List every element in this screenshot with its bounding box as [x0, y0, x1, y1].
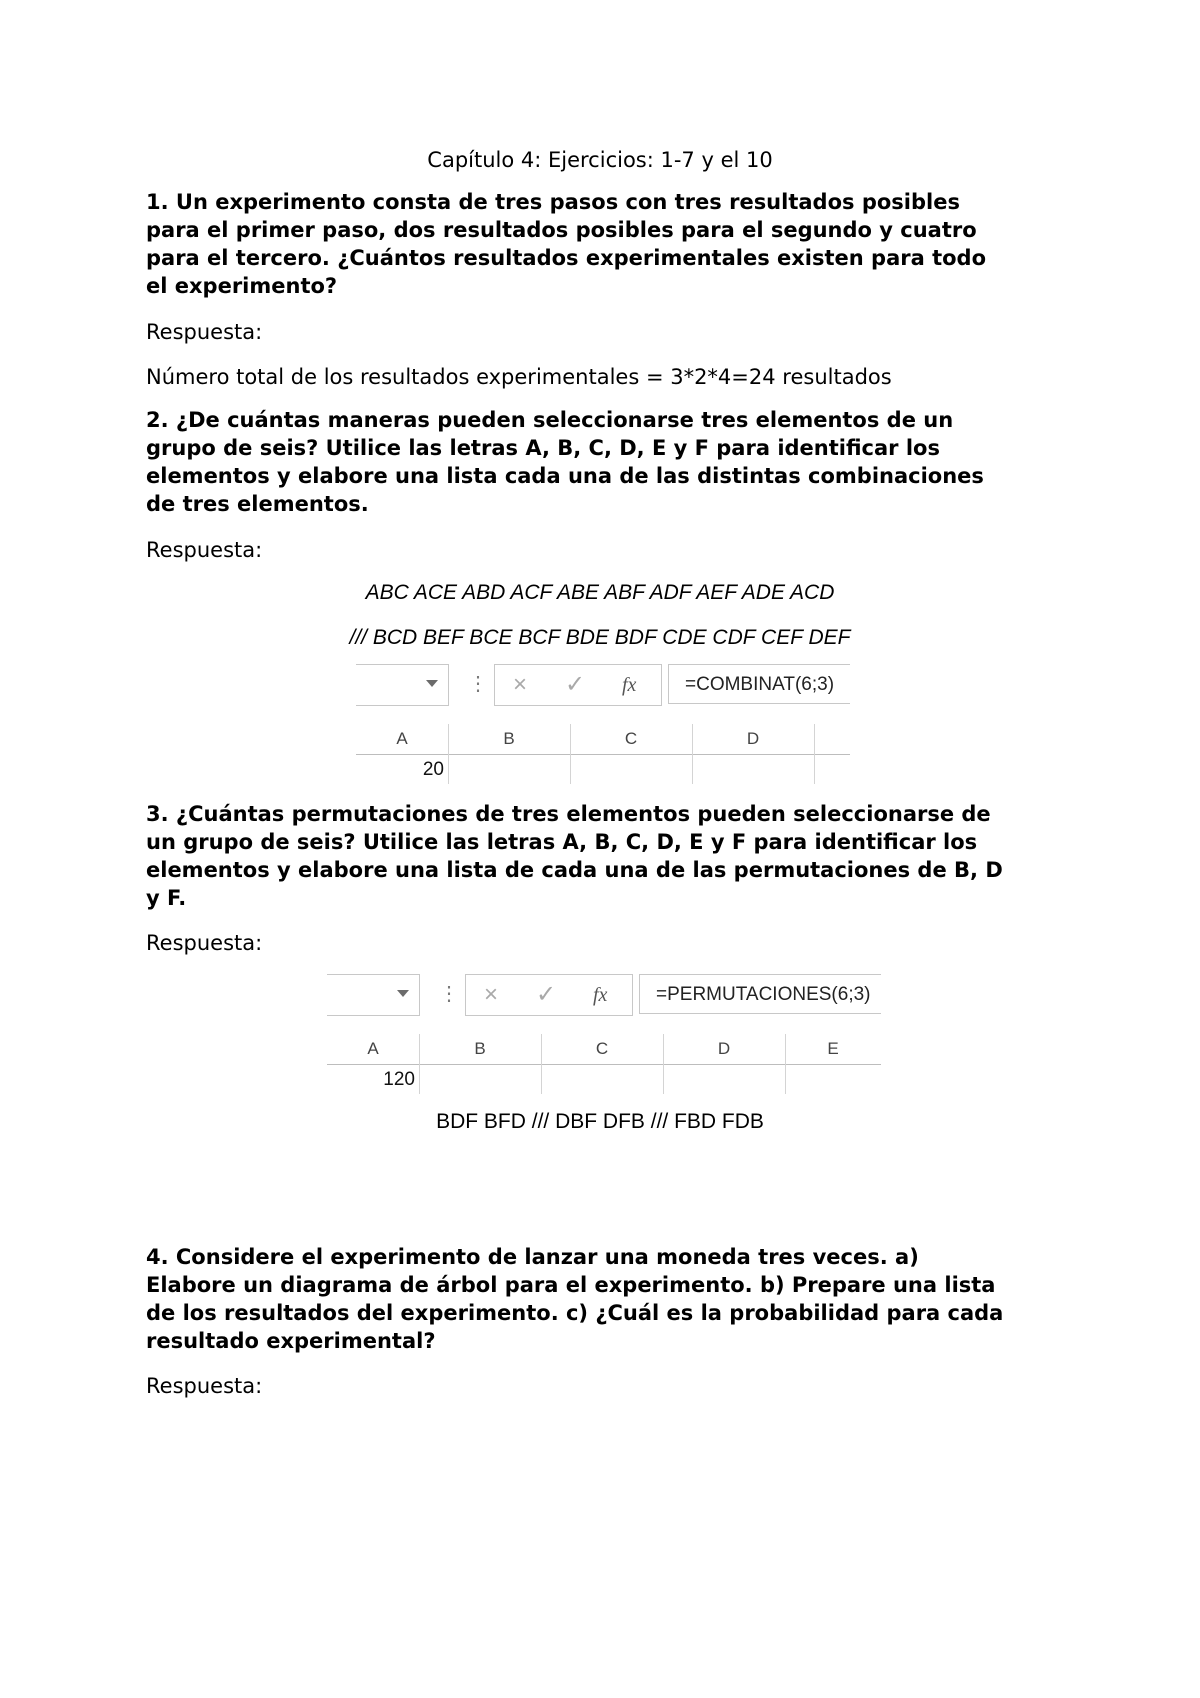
column-header-b[interactable]: B: [474, 1039, 486, 1058]
answer-label-3: Respuesta:: [146, 931, 263, 955]
more-options-icon: ⋮: [468, 673, 488, 695]
combinations-line-2: /// BCD BEF BCE BCF BDE BDF CDE CDF CEF DEF: [349, 626, 851, 649]
question-4-line: Elabore un diagrama de árbol para el experimento. b) Prepare una lista: [146, 1273, 996, 1297]
column-divider: [785, 1034, 786, 1094]
header-divider: [327, 1064, 881, 1065]
answer-label-2: Respuesta:: [146, 538, 263, 562]
enter-icon[interactable]: ✓: [536, 981, 557, 1008]
insert-function-icon[interactable]: fx: [593, 984, 608, 1006]
formula-tools: [494, 664, 662, 706]
question-4-line: de los resultados del experimento. c) ¿Cuál es la probabilidad para cada: [146, 1301, 1004, 1325]
question-1-line: el experimento?: [146, 274, 338, 298]
column-header-a[interactable]: A: [367, 1039, 379, 1058]
column-header-d[interactable]: D: [717, 1039, 731, 1058]
column-divider: [419, 1034, 420, 1094]
column-divider: [692, 724, 693, 784]
header-divider: [356, 754, 850, 755]
formula-tools: [465, 974, 633, 1016]
page-title: Capítulo 4: Ejercicios: 1-7 y el 10: [427, 148, 773, 172]
question-2-line: elementos y elabore una lista cada una de las distintas combinaciones: [146, 464, 984, 488]
column-divider: [814, 724, 815, 784]
question-2: [146, 406, 1066, 518]
question-4-line: 4. Considere el experimento de lanzar una moneda tres veces. a): [146, 1245, 919, 1269]
question-4-line: resultado experimental?: [146, 1329, 436, 1353]
question-2-line: grupo de seis? Utilice las letras A, B, C, D, E y F para identificar los: [146, 436, 940, 460]
chevron-down-icon: [397, 990, 409, 997]
answer-1: Número total de los resultados experimentales = 3*2*4=24 resultados: [146, 365, 892, 389]
question-4: [146, 1243, 1066, 1355]
cancel-icon[interactable]: ×: [484, 981, 499, 1008]
question-3-line: 3. ¿Cuántas permutaciones de tres elementos pueden seleccionarse de: [146, 802, 991, 826]
column-divider: [448, 724, 449, 784]
more-options-icon: ⋮: [439, 983, 459, 1005]
question-3: [146, 800, 1066, 912]
column-divider: [570, 724, 571, 784]
spreadsheet-permutaciones: [327, 974, 881, 1094]
question-1-line: para el tercero. ¿Cuántos resultados experimentales existen para todo: [146, 246, 987, 270]
name-box[interactable]: [356, 664, 449, 706]
question-1-line: 1. Un experimento consta de tres pasos con tres resultados posibles: [146, 190, 960, 214]
column-header-d[interactable]: D: [746, 729, 760, 748]
column-divider: [663, 1034, 664, 1094]
column-header-b[interactable]: B: [503, 729, 515, 748]
column-header-c[interactable]: C: [624, 729, 638, 748]
enter-icon[interactable]: ✓: [565, 671, 586, 698]
column-header-a[interactable]: A: [396, 729, 408, 748]
question-3-line: elementos y elabore una lista de cada una de las permutaciones de B, D: [146, 858, 1003, 882]
formula-bar[interactable]: =PERMUTACIONES(6;3): [639, 974, 881, 1014]
chevron-down-icon: [426, 680, 438, 687]
question-1: [146, 188, 1066, 300]
answer-label-1: Respuesta:: [146, 320, 263, 344]
formula-bar[interactable]: =COMBINAT(6;3): [668, 664, 850, 704]
cell-a1[interactable]: 20: [422, 759, 444, 780]
cell-a1[interactable]: 120: [383, 1069, 415, 1090]
column-divider: [541, 1034, 542, 1094]
question-1-line: para el primer paso, dos resultados posibles para el segundo y cuatro: [146, 218, 977, 242]
cancel-icon[interactable]: ×: [513, 671, 528, 698]
question-3-line: y F.: [146, 886, 187, 910]
insert-function-icon[interactable]: fx: [622, 674, 637, 696]
column-header-c[interactable]: C: [595, 1039, 609, 1058]
spreadsheet-combinat: [356, 664, 850, 784]
question-2-line: 2. ¿De cuántas maneras pueden seleccionarse tres elementos de un: [146, 408, 954, 432]
question-3-line: un grupo de seis? Utilice las letras A, B, C, D, E y F para identificar los: [146, 830, 978, 854]
combinations-line-1: ABC ACE ABD ACF ABE ABF ADF AEF ADE ACD: [365, 581, 835, 604]
column-header-e[interactable]: E: [827, 1039, 839, 1058]
permutations-list: BDF BFD /// DBF DFB /// FBD FDB: [436, 1110, 764, 1133]
question-2-line: de tres elementos.: [146, 492, 369, 516]
name-box[interactable]: [327, 974, 420, 1016]
answer-label-4: Respuesta:: [146, 1374, 263, 1398]
